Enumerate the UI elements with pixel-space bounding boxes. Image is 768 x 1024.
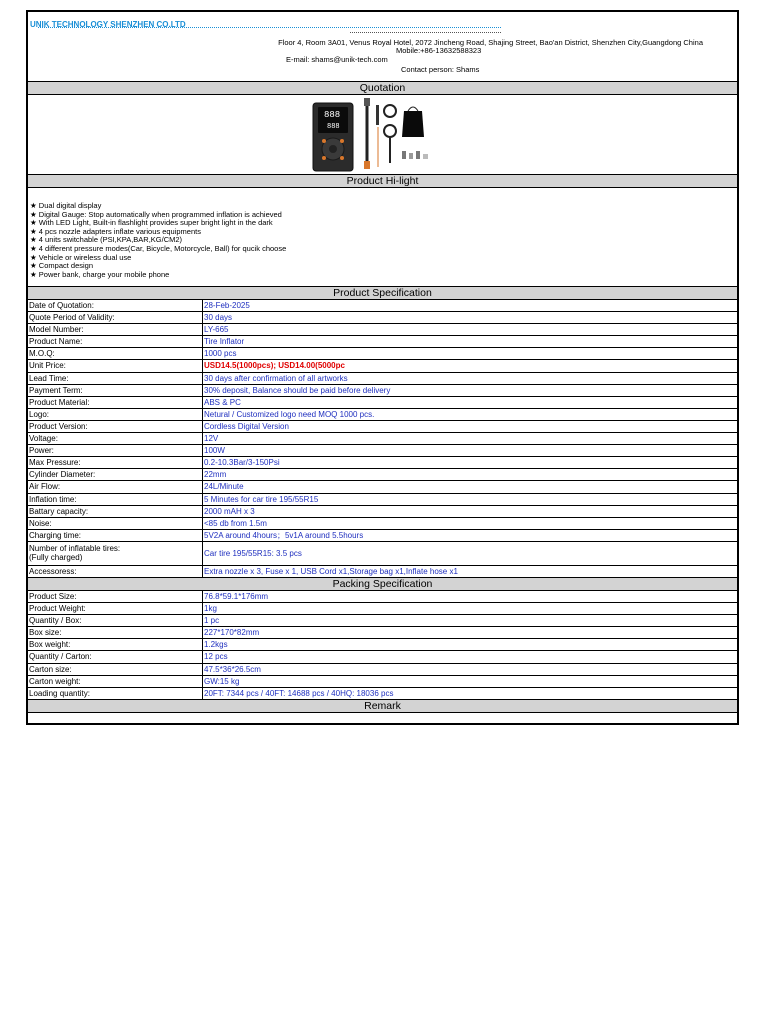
spec-row (28, 409, 737, 421)
spec-row (28, 324, 737, 336)
spec-value: 22mm (204, 470, 227, 480)
remark-content (28, 713, 737, 723)
packing-row (28, 615, 737, 627)
packing-value: 47.5*36*26.5cm (204, 664, 261, 674)
spec-label: Unit Price: (28, 360, 203, 371)
packing-label: Carton weight: (28, 676, 203, 687)
spec-value: ABS & PC (204, 397, 241, 407)
company-name: UNIK TECHNOLOGY SHENZHEN CO.LTD (30, 20, 186, 29)
packing-label: Loading quantity: (28, 688, 203, 699)
company-header (28, 12, 737, 82)
packing-value: GW:15 kg (204, 676, 240, 686)
packing-label: Quantity / Carton: (28, 651, 203, 662)
packing-value: 1.2kgs (204, 640, 228, 650)
section-hilight: Product Hi-light (28, 175, 737, 188)
spec-label: Lead Time: (28, 373, 203, 384)
spec-label: Battary capacity: (28, 506, 203, 517)
spec-label: Cylinder Diameter: (28, 469, 203, 480)
spec-value: 5V2A around 4hours；5v1A around 5.5hours (204, 530, 364, 540)
spec-label: M.O.Q: (28, 348, 203, 359)
packing-row (28, 676, 737, 688)
spec-label: Air Flow: (28, 481, 203, 492)
section-spec: Product Specification (28, 287, 737, 300)
spec-label: Max Pressure: (28, 457, 203, 468)
hilight-list (28, 188, 737, 287)
hilight-item: ★ 4 units switchable (PSI,KPA,BAR,KG/CM2) (30, 235, 183, 245)
spec-label: Noise: (28, 518, 203, 529)
spec-row (28, 433, 737, 445)
spec-row (28, 373, 737, 385)
spec-row (28, 445, 737, 457)
spec-label: Voltage: (28, 433, 203, 444)
spec-value: 0.2-10.3Bar/3-150Psi (204, 458, 280, 468)
packing-label: Carton size: (28, 664, 203, 675)
spec-value: 30% deposit, Balance should be paid before delivery (204, 385, 391, 395)
spec-row (28, 336, 737, 348)
spec-row (28, 506, 737, 518)
spec-label: Product Name: (28, 336, 203, 347)
spec-row (28, 300, 737, 312)
spec-row (28, 494, 737, 506)
packing-row (28, 603, 737, 615)
spec-row (28, 542, 737, 566)
packing-value: 20FT: 7344 pcs / 40FT: 14688 pcs / 40HQ: 18036 pcs (204, 688, 394, 698)
section-remark: Remark (28, 700, 737, 713)
spec-row (28, 397, 737, 409)
device-display-top: 888 (324, 110, 341, 120)
spec-row (28, 530, 737, 542)
spec-label: Model Number: (28, 324, 203, 335)
spec-label: Inflation time: (28, 494, 203, 505)
divider (350, 32, 501, 33)
divider (38, 27, 501, 28)
spec-row (28, 421, 737, 433)
spec-label (28, 542, 203, 565)
company-mobile: Mobile:+86-13632588323 (396, 46, 482, 55)
spec-value: 24L/Minute (204, 482, 244, 492)
hilight-item: ★ 4 pcs nozzle adapters inflate various equipments (30, 226, 201, 236)
spec-value: 28-Feb-2025 (204, 301, 250, 310)
tire-inflator-image (312, 97, 442, 173)
packing-value: 12 pcs (204, 652, 228, 662)
spec-value: 2000 mAH x 3 (204, 506, 255, 516)
spec-value: 5 Minutes for car tire 195/55R15 (204, 494, 319, 504)
packing-row (28, 664, 737, 676)
unit-price-value: USD14.5(1000pcs); USD14.00(5000pc (204, 361, 345, 371)
spec-label: Charging time: (28, 530, 203, 541)
hilight-item: ★ Vehicle or wireless dual use (30, 252, 132, 262)
spec-label: Product Version: (28, 421, 203, 432)
spec-row (28, 469, 737, 481)
packing-row (28, 591, 737, 603)
section-packing: Packing Specification (28, 578, 737, 591)
quotation-sheet (26, 10, 739, 725)
spec-value: 1000 pcs (204, 349, 237, 359)
spec-row (28, 360, 737, 372)
packing-label: Box size: (28, 627, 203, 638)
spec-row (28, 518, 737, 530)
hilight-item: ★ Dual digital display (30, 201, 102, 210)
packing-row (28, 688, 737, 700)
spec-value: 30 days after confirmation of all artworks (204, 373, 348, 383)
packing-label: Product Size: (28, 591, 203, 602)
packing-value: 76.8*59.1*176mm (204, 591, 269, 601)
spec-value: Netural / Customized logo need MOQ 1000 pcs. (204, 409, 375, 419)
device-display-bottom: 888 (327, 123, 340, 131)
spec-value: Extra nozzle x 3, Fuse x 1, USB Cord x1,Storage bag x1,Inflate hose x1 (204, 566, 458, 576)
spec-row (28, 385, 737, 397)
packing-value: 1kg (204, 604, 217, 614)
spec-row (28, 348, 737, 360)
contact-person: Contact person: Shams (401, 65, 480, 74)
spec-label: Product Material: (28, 397, 203, 408)
packing-label: Quantity / Box: (28, 615, 203, 626)
company-address: Floor 4, Room 3A01, Venus Royal Hotel, 2072 Jincheng Road, Shajing Street, Bao'an District, Shenzhen City,Guangdong China (278, 38, 703, 47)
spec-value: 30 days (204, 313, 233, 323)
spec-label: Payment Term: (28, 385, 203, 396)
packing-value: 1 pc (204, 616, 220, 626)
packing-row (28, 651, 737, 663)
spec-value: <85 db from 1.5m (204, 518, 267, 528)
spec-label: Power: (28, 445, 203, 456)
hilight-item: ★ Power bank, charge your mobile phone (30, 269, 170, 279)
company-email: E-mail: shams@unik-tech.com (286, 55, 388, 64)
hilight-item: ★ Compact design (30, 261, 94, 271)
hilight-item: ★ 4 different pressure modes(Car, Bicycle, Motorcycle, Ball) for qucik choose (30, 243, 287, 253)
spec-value: Tire Inflator (204, 337, 245, 347)
packing-label: Product Weight: (28, 603, 203, 614)
packing-row (28, 627, 737, 639)
spec-row (28, 481, 737, 493)
spec-value: Car tire 195/55R15: 3.5 pcs (204, 548, 302, 558)
hilight-item: ★ With LED Light, Built-in flashlight provides super bright light in the dark (30, 218, 273, 228)
spec-label: Date of Quotation: (28, 300, 203, 311)
packing-label: Box weight: (28, 639, 203, 650)
spec-value: LY-665 (204, 325, 229, 335)
spec-label: Quote Period of Validity: (28, 312, 203, 323)
section-quotation: Quotation (28, 82, 737, 95)
spec-value: 100W (204, 446, 225, 456)
spec-value: Cordless Digital Version (204, 421, 289, 431)
hilight-item: ★ Digital Gauge: Stop automatically when programmed inflation is achieved (30, 209, 282, 219)
packing-row (28, 639, 737, 651)
packing-value: 227*170*82mm (204, 628, 260, 638)
spec-row (28, 566, 737, 578)
spec-label: Accessoress: (28, 566, 203, 577)
spec-label-line: Number of inflatable tires: (29, 543, 121, 553)
spec-row (28, 312, 737, 324)
spec-label-line: (Fully charged) (29, 553, 83, 563)
spec-value: 12V (204, 434, 219, 444)
spec-row (28, 457, 737, 469)
spec-label: Logo: (28, 409, 203, 420)
product-image (28, 95, 737, 175)
